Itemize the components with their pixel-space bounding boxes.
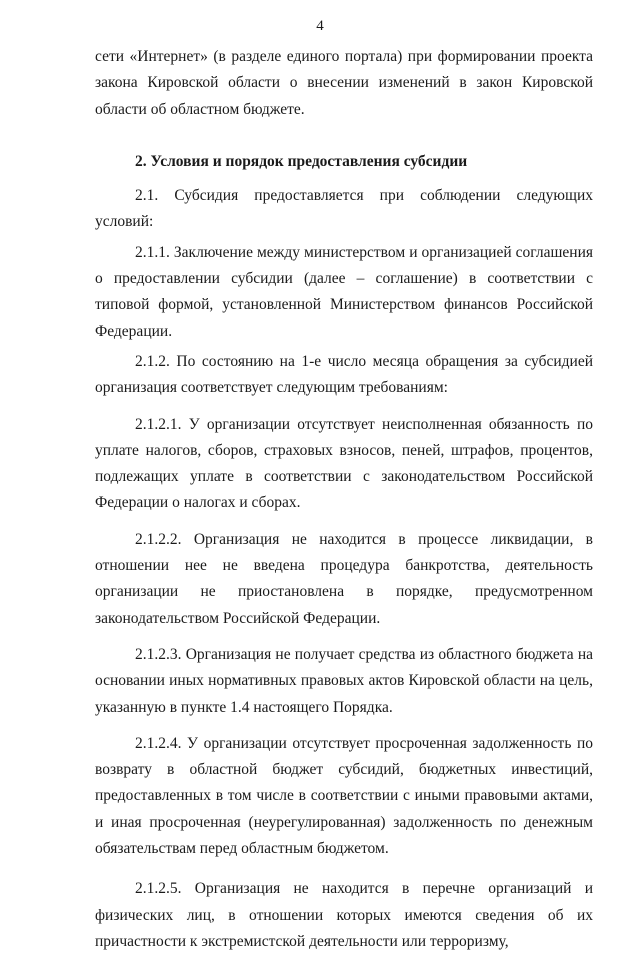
paragraph-2-1: 2.1. Субсидия предоставляется при соблюдении следующих условий: [95,187,593,231]
paragraph-2-1-2-1: 2.1.2.1. У организации отсутствует неисполненная обязанность по уплате налогов, сборов, страховых взносов, пеней, штрафов, процентов, подлежащих уплате в соответствии с законодательством Российской Федерации о налогах и сборах. [95,415,593,512]
paragraph-2-1-2-2: 2.1.2.2. Организация не находится в процессе ликвидации, в отношении нее не введена процедура банкротства, деятельность организации не приостановлена в порядке, предусмотренном законодательством Российской Федерации. [95,530,593,627]
paragraph-2-1-1: 2.1.1. Заключение между министерством и организацией соглашения о предоставлении субсидии (далее – соглашение) в соответствии с типовой формой, установленной Министерством финансов Российской Федерации. [95,243,593,340]
paragraph-2-1-2-4: 2.1.2.4. У организации отсутствует просроченная задолженность по возврату в областной бюджет субсидий, бюджетных инвестиций, предоставленных в том числе в соответствии с иными правовыми актами, и иная просроченная (неурегулированная) задолженность по денежным обязательствам перед областным бюджетом. [95,734,593,858]
paragraph-2-1-2: 2.1.2. По состоянию на 1-е число месяца обращения за субсидией организация соответствует следующим требованиям: [95,352,593,397]
page-number: 4 [316,18,324,34]
document-body [95,44,593,955]
paragraph-continuation: сети «Интернет» (в разделе единого портала) при формировании проекта закона Кировской области о внесении изменений в закон Кировской области об областном бюджете. [95,48,593,118]
section-heading: 2. Условия и порядок предоставления субсидии [135,152,468,170]
paragraph-2-1-2-5: 2.1.2.5. Организация не находится в перечне организаций и физических лиц, в отношении которых имеются сведения об их причастности к экстремистской деятельности или терроризму, [95,880,593,950]
paragraph-2-1-2-3: 2.1.2.3. Организация не получает средства из областного бюджета на основании иных нормативных правовых актов Кировской области на цель, указанную в пункте 1.4 настоящего Порядка. [95,645,593,716]
